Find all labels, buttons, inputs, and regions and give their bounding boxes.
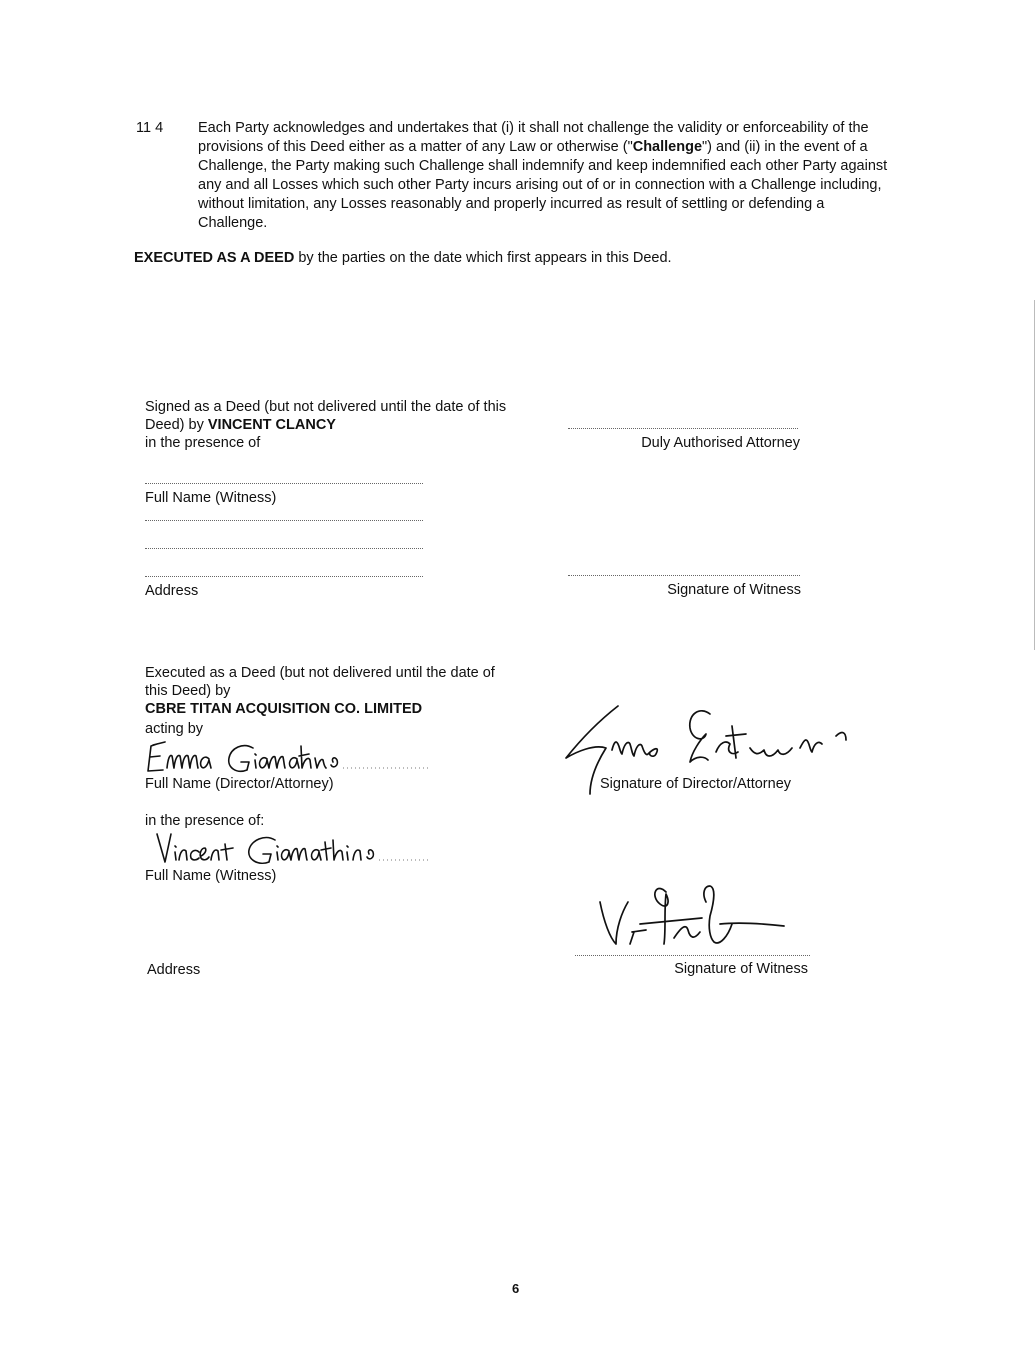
block1-witness-signature-label: Signature of Witness — [667, 582, 801, 598]
block2-director-signature-label: Signature of Director/Attorney — [600, 776, 792, 792]
director-name-handwriting — [143, 738, 433, 776]
witness-signature-handwriting — [570, 872, 810, 957]
block2-director-name-label: Full Name (Director/Attorney) — [145, 776, 334, 792]
witness-signature-line — [568, 575, 800, 576]
clause-text — [198, 119, 888, 233]
witness-name-handwriting — [143, 830, 433, 868]
page-number: 6 — [512, 1281, 520, 1296]
address-line-1 — [145, 520, 423, 521]
block2-acting-by: acting by — [145, 721, 204, 737]
block1-line1: Signed as a Deed (but not delivered until the date of this — [145, 399, 507, 415]
address-line-2 — [145, 548, 423, 549]
witness-name-line — [145, 483, 423, 484]
block2-witness-signature-line — [575, 955, 810, 956]
clause-text-part1: Each Party acknowledges and undertakes that (i) it shall not challenge the validity or enforceability of the provisions of this Deed either as a matter of any Law or otherwise (" — [198, 120, 869, 155]
execution-statement-bold: EXECUTED AS A DEED — [134, 250, 295, 266]
block1-address-label: Address — [145, 583, 199, 599]
attorney-signature-line — [568, 428, 798, 429]
block2-line1: Executed as a Deed (but not delivered until the date of — [145, 665, 495, 681]
attorney-label: Duly Authorised Attorney — [641, 435, 800, 451]
clause-defined-term: Challenge — [632, 139, 703, 155]
execution-statement-rest: by the parties on the date which first appears in this Deed. — [294, 250, 672, 266]
block2-presence-label: in the presence of: — [145, 813, 265, 829]
address-line-3 — [145, 576, 423, 577]
block2-address-label: Address — [147, 962, 201, 978]
block1-line2-prefix: Deed) by — [145, 417, 208, 433]
block1-witness-name-label: Full Name (Witness) — [145, 490, 277, 506]
execution-statement — [134, 250, 672, 266]
block1-line2 — [145, 416, 336, 435]
block2-company-name: CBRE TITAN ACQUISITION CO. LIMITED — [145, 701, 423, 717]
block1-signer-name: VINCENT CLANCY — [207, 417, 336, 433]
block1-line3: in the presence of — [145, 435, 261, 451]
block2-line2: this Deed) by — [145, 683, 231, 699]
block2-witness-name-label: Full Name (Witness) — [145, 868, 277, 884]
clause-text-part2: ") and (ii) in the event of a Challenge, the Party making such Challenge shall indemnify and keep indemnified each other Party against any and all Losses which such other Party incurs arising out of or in connection with a Challenge including, without limitation, any Losses reasonably and properly incurred as result of settling or defending a Challenge. — [198, 139, 888, 231]
clause-number: 11 4 — [136, 120, 164, 136]
block2-witness-signature-label: Signature of Witness — [674, 961, 808, 977]
